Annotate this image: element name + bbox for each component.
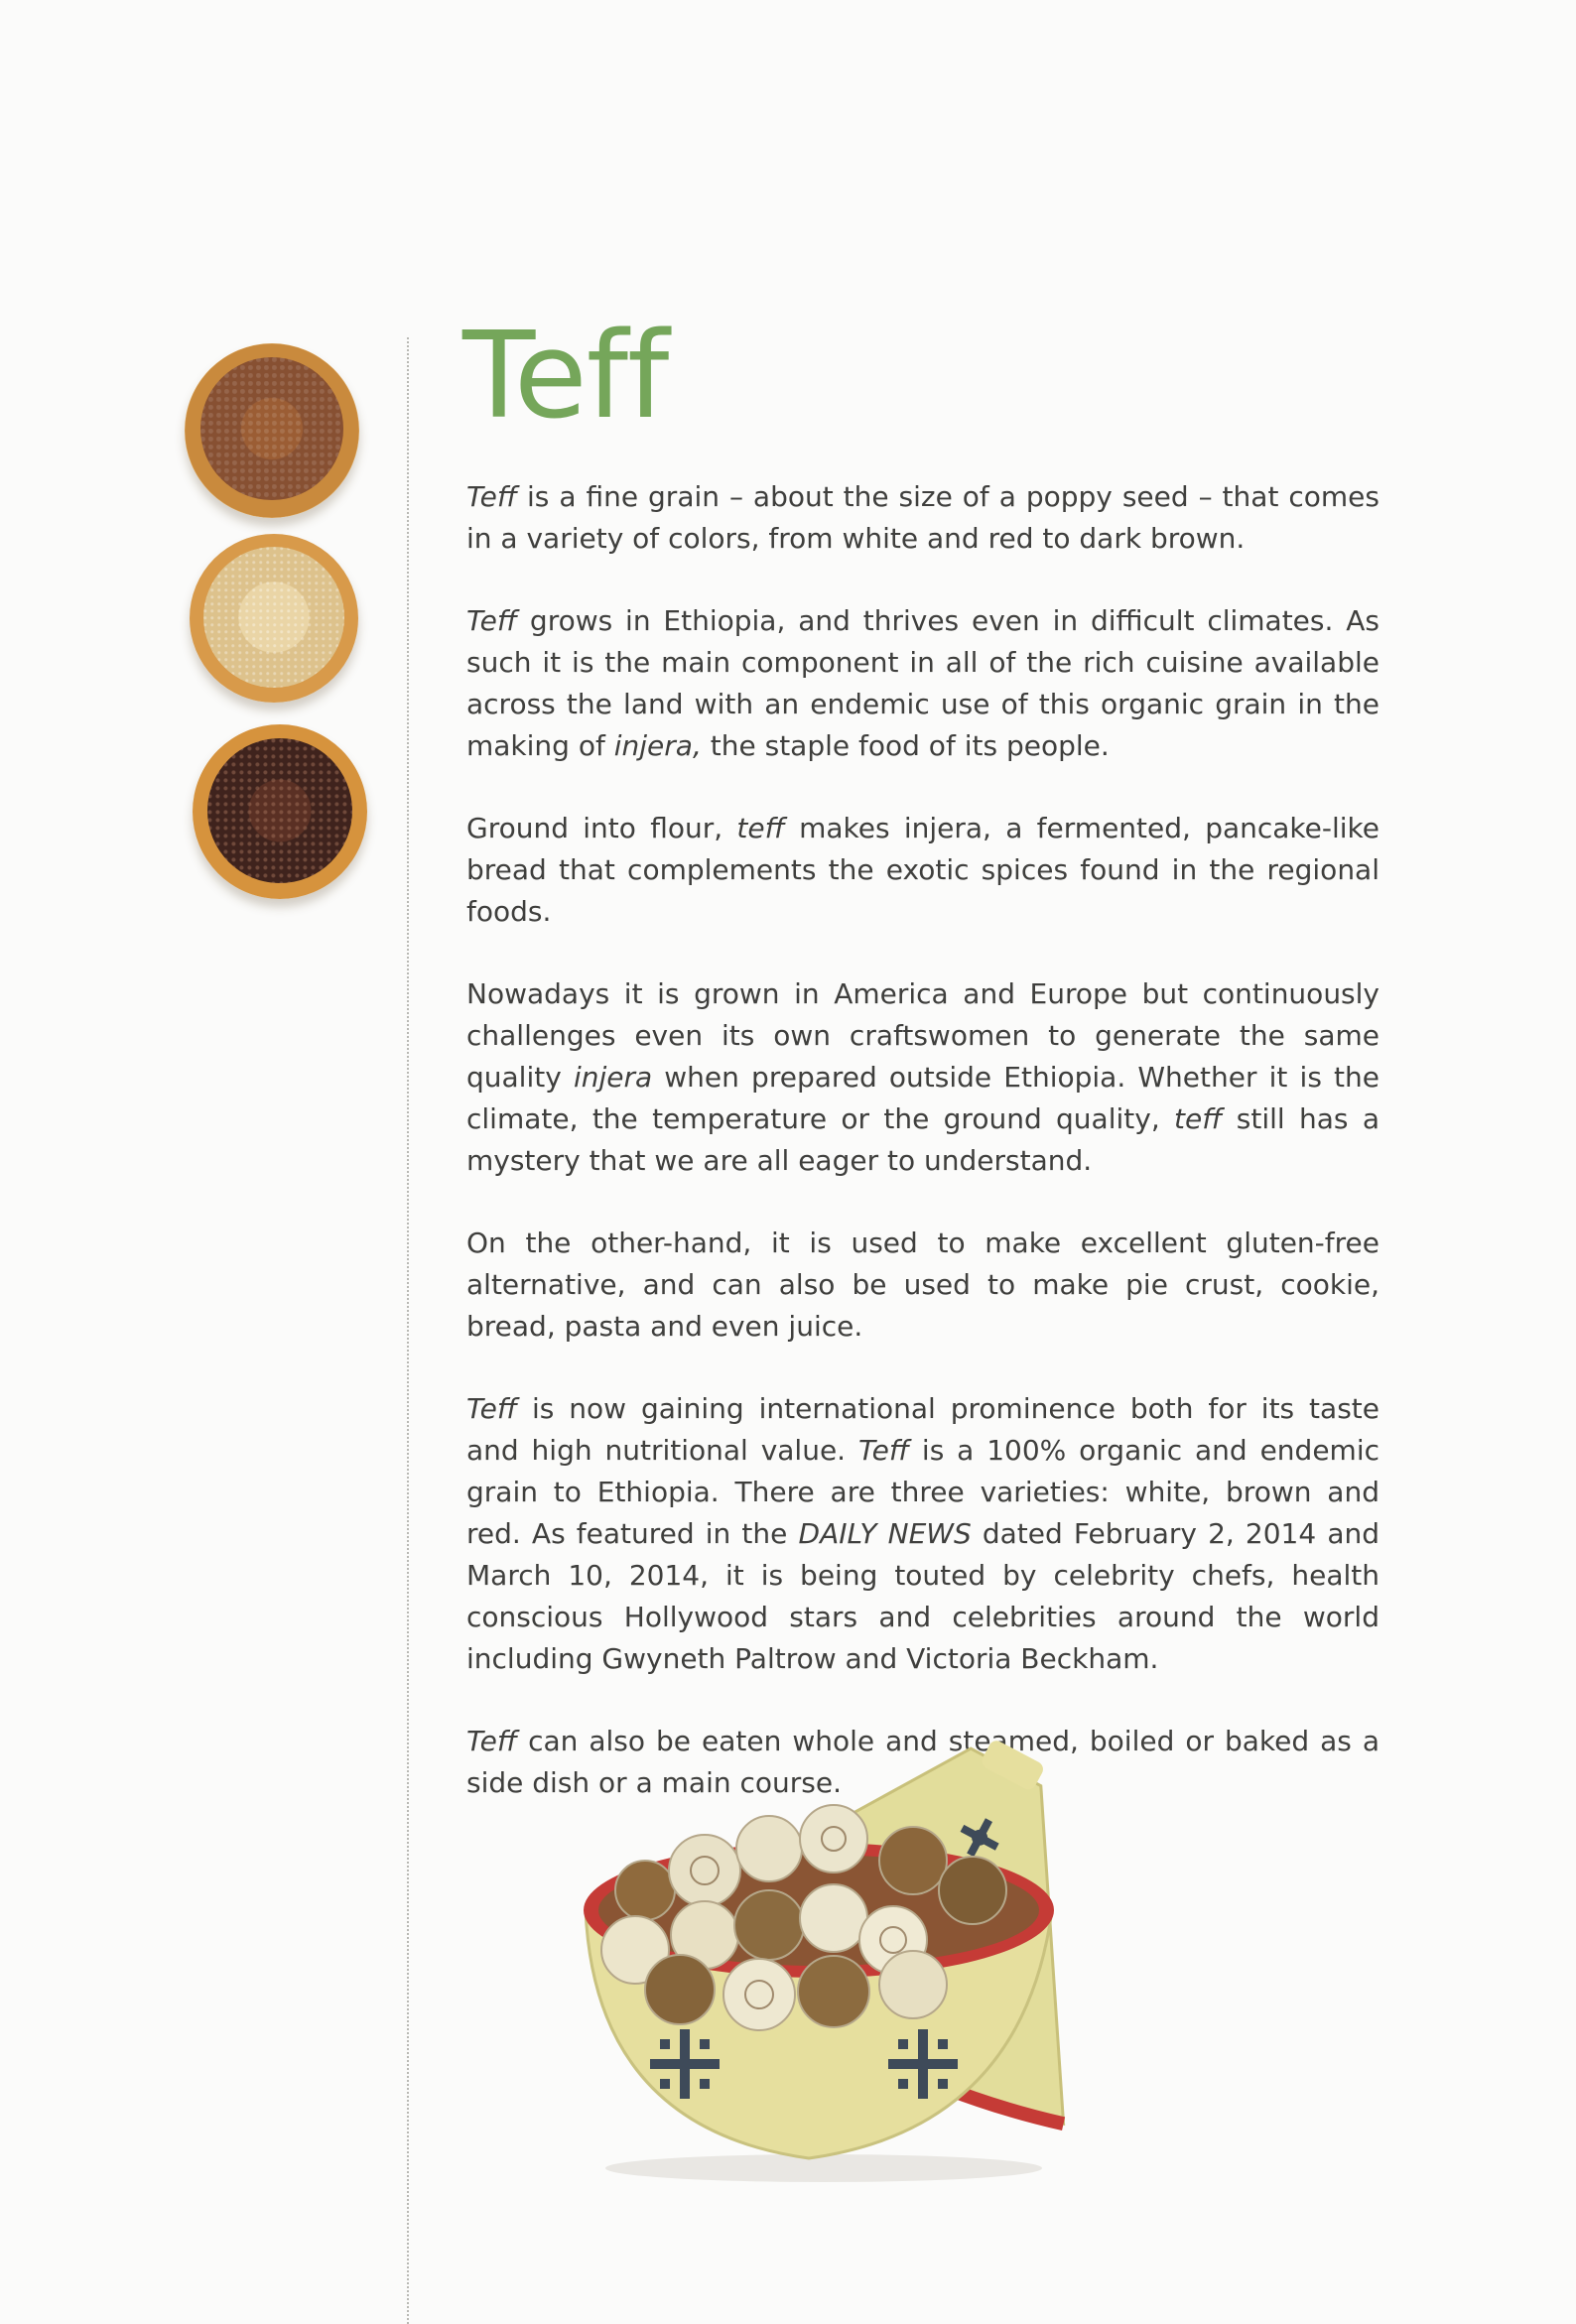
paragraph-text: is a fine grain – about the size of a poppy seed – that comes in a variety of colors, from white and red to dark brown. [466,480,1379,555]
paragraph [466,1223,1379,1348]
italic-text: teff [1174,1102,1223,1135]
italic-text: Teff [466,480,518,513]
italic-text: injera, [613,729,702,762]
paragraph [466,973,1379,1182]
italic-text: DAILY NEWS [798,1517,972,1550]
article-body [466,476,1379,1845]
italic-text: teff [736,812,785,844]
italic-text: Teff [466,1392,518,1425]
italic-text: Teff [466,1725,518,1757]
paragraph-text: dated February 2, 2014 and March 10, 2014, it is being touted by celebrity chefs, health conscious Hollywood stars and celebrities around the world including Gwyneth Paltrow and Victoria Beckham. [466,1517,1379,1675]
red-teff-bowl-image [185,343,359,518]
paragraph [466,808,1379,933]
page-title: Teff [462,308,669,446]
injera-basket-image [566,1722,1280,2188]
brown-teff-bowl-image [193,724,367,899]
paragraph-text: On the other-hand, it is used to make excellent gluten-free alternative, and can also be used to make pie crust, cookie, bread, pasta and even juice. [466,1227,1379,1343]
vertical-divider [407,337,409,2324]
white-teff-bowl-image [190,534,358,703]
italic-text: Teff [466,604,518,637]
paragraph [466,1388,1379,1680]
paragraph-text: Nowadays it is grown in America and Europe but continuously challenges even its own craftswomen to generate the same quality [466,977,1379,1094]
paragraph-text: grows in Ethiopia, and thrives even in difficult climates. As such it is the main component in all of the rich cuisine available across the land with an endemic use of this organic grain in the making of [466,604,1379,762]
italic-text: injera [573,1061,653,1094]
paragraph-text: is a 100% organic and endemic grain to Ethiopia. There are three varieties: white, brown and red. As featured in the [466,1434,1380,1550]
paragraph-text: can also be eaten whole and steamed, boiled or baked as a side dish or a main course. [466,1725,1379,1799]
paragraph-text: the staple food of its people. [701,729,1110,762]
italic-text: Teff [857,1434,910,1467]
paragraph [466,476,1379,560]
paragraph-text: still has a mystery that we are all eager to understand. [466,1102,1379,1177]
paragraph-text: is now gaining international prominence both for its taste and high nutritional value. [466,1392,1379,1467]
paragraph-text: when prepared outside Ethiopia. Whether it is the climate, the temperature or the ground quality, [466,1061,1380,1135]
paragraph-text: makes injera, a fermented, pancake-like bread that complements the exotic spices found in the regional foods. [466,812,1379,928]
paragraph [466,600,1379,767]
paragraph-text: Ground into flour, [466,812,737,844]
